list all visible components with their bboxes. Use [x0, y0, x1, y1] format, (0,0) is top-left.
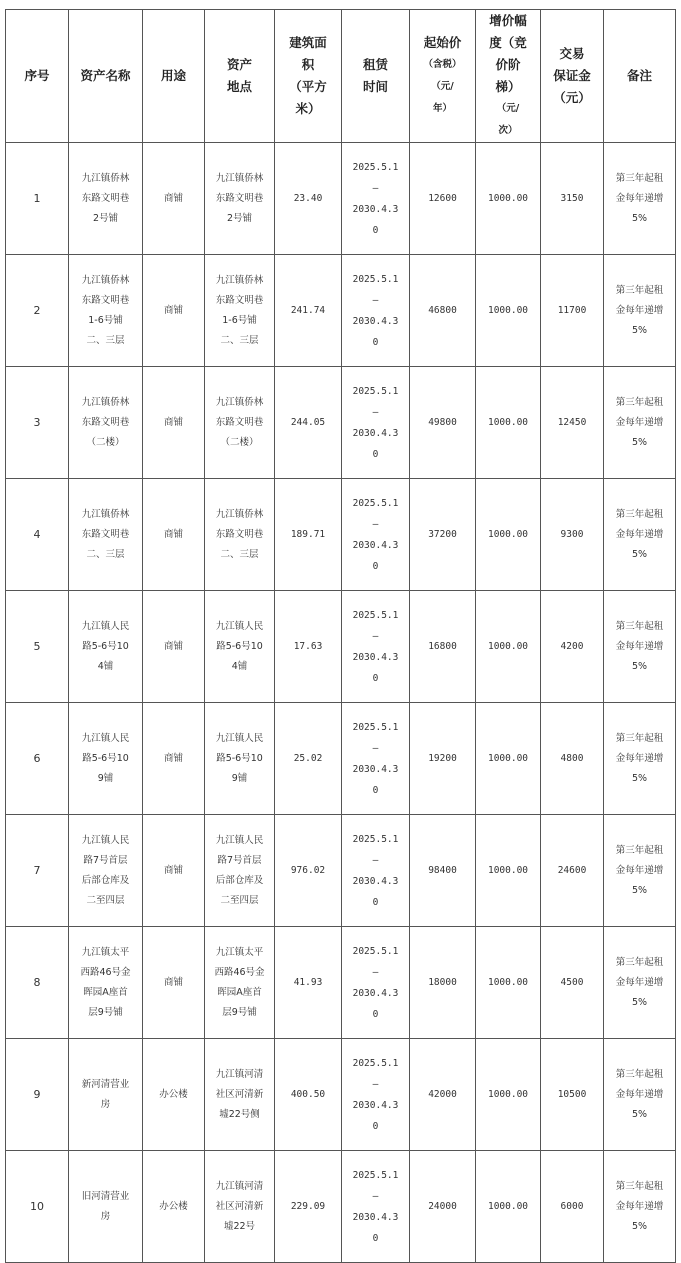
header-lease-period: 租赁 时间 [342, 10, 410, 143]
cell-location-line: 社区河清新 [215, 1200, 264, 1212]
cell-remark-line: 金每年递增 [615, 976, 664, 988]
cell-lease-period-line: 2030.4.3 [352, 1211, 399, 1223]
cell-location-line: 东路文明巷 [215, 294, 264, 306]
cell-lease-period-line: 2025.5.1 [352, 1169, 399, 1181]
cell-asset-name-line: 路5-6号10 [82, 640, 129, 652]
cell-asset-name-line: 4铺 [97, 660, 114, 672]
cell-location-line: 后部仓库及 [215, 874, 264, 886]
cell-lease-period-line: 2025.5.1 [352, 161, 399, 173]
cell-asset-name-line: 房 [100, 1210, 111, 1222]
cell-asset-name-line: 1-6号铺 [88, 314, 123, 326]
cell-remark [604, 927, 676, 1039]
cell-increment: 1000.00 [476, 1151, 541, 1263]
cell-lease-period-line: 0 [372, 1120, 379, 1132]
cell-asset-name-line: 层9号铺 [88, 1006, 123, 1018]
cell-asset-name-line: 九江镇侨林 [81, 172, 130, 184]
cell-location [205, 143, 275, 255]
cell-use: 商铺 [143, 815, 205, 927]
cell-area: 189.71 [275, 479, 342, 591]
cell-location [205, 927, 275, 1039]
cell-remark [604, 1151, 676, 1263]
cell-asset-name [69, 1039, 143, 1151]
cell-location-line: 二、三层 [220, 334, 259, 346]
cell-remark-line: 金每年递增 [615, 864, 664, 876]
cell-area: 400.50 [275, 1039, 342, 1151]
table-row [6, 143, 676, 255]
cell-location-line: 西路46号金 [214, 966, 265, 978]
cell-location-line: 九江镇侨林 [215, 172, 264, 184]
cell-use: 商铺 [143, 591, 205, 703]
cell-remark-line: 金每年递增 [615, 752, 664, 764]
cell-use: 商铺 [143, 703, 205, 815]
cell-asset-name-line: 9铺 [97, 772, 114, 784]
cell-remark [604, 591, 676, 703]
cell-lease-period [342, 591, 410, 703]
table-row [6, 479, 676, 591]
cell-lease-period-line: – [372, 854, 379, 866]
cell-remark-line: 第三年起租 [615, 284, 664, 296]
cell-lease-period-line: 2030.4.3 [352, 651, 399, 663]
cell-lease-period-line: 0 [372, 784, 379, 796]
cell-area: 241.74 [275, 255, 342, 367]
cell-remark-line: 5% [631, 212, 648, 224]
cell-asset-name-line: 路7号首层 [83, 854, 128, 866]
cell-remark-line: 金每年递增 [615, 528, 664, 540]
cell-increment: 1000.00 [476, 703, 541, 815]
cell-location-line: 墟22号侧 [219, 1108, 260, 1120]
cell-lease-period-line: – [372, 1078, 379, 1090]
cell-location [205, 1151, 275, 1263]
cell-use: 办公楼 [143, 1039, 205, 1151]
cell-lease-period-line: 2025.5.1 [352, 833, 399, 845]
cell-remark [604, 479, 676, 591]
cell-lease-period [342, 143, 410, 255]
cell-location-line: 九江镇人民 [215, 620, 264, 632]
cell-index: 10 [6, 1151, 69, 1263]
cell-index: 9 [6, 1039, 69, 1151]
cell-lease-period-line: 2025.5.1 [352, 273, 399, 285]
cell-location-line: 九江镇太平 [215, 946, 264, 958]
header-starting-price: 起始价 （含税） （元/ 年） [410, 10, 476, 143]
cell-location-line: 二、三层 [220, 548, 259, 560]
cell-lease-period-line: 2030.4.3 [352, 315, 399, 327]
cell-starting-price: 24000 [410, 1151, 476, 1263]
cell-remark [604, 255, 676, 367]
cell-deposit: 10500 [541, 1039, 604, 1151]
cell-lease-period-line: 2025.5.1 [352, 1057, 399, 1069]
cell-index: 3 [6, 367, 69, 479]
cell-lease-period-line: – [372, 182, 379, 194]
cell-area: 976.02 [275, 815, 342, 927]
cell-asset-name-line: 九江镇人民 [81, 834, 130, 846]
table-row [6, 255, 676, 367]
table-body [6, 143, 676, 1263]
cell-asset-name [69, 143, 143, 255]
cell-location-line: 墟22号 [223, 1220, 256, 1232]
cell-location-line: 九江镇侨林 [215, 508, 264, 520]
cell-remark-line: 5% [631, 436, 648, 448]
header-deposit: 交易 保证金 （元） [541, 10, 604, 143]
cell-lease-period [342, 703, 410, 815]
cell-deposit: 4200 [541, 591, 604, 703]
cell-deposit: 4800 [541, 703, 604, 815]
cell-asset-name-line: 东路文明巷 [81, 416, 130, 428]
cell-lease-period-line: 0 [372, 672, 379, 684]
cell-lease-period-line: 0 [372, 224, 379, 236]
cell-asset-name-line: 晖园A座首 [83, 986, 128, 998]
cell-location-line: 路5-6号10 [216, 752, 263, 764]
cell-remark-line: 第三年起租 [615, 396, 664, 408]
cell-asset-name-line: 旧河清营业 [81, 1190, 130, 1202]
cell-remark-line: 金每年递增 [615, 192, 664, 204]
cell-remark-line: 第三年起租 [615, 844, 664, 856]
cell-asset-name-line: 九江镇太平 [81, 946, 130, 958]
cell-lease-period-line: 0 [372, 1232, 379, 1244]
header-index: 序号 [6, 10, 69, 143]
cell-location [205, 255, 275, 367]
cell-asset-name-line: 九江镇人民 [81, 732, 130, 744]
cell-location-line: 社区河清新 [215, 1088, 264, 1100]
cell-lease-period [342, 367, 410, 479]
cell-location [205, 367, 275, 479]
cell-index: 2 [6, 255, 69, 367]
cell-remark-line: 5% [631, 660, 648, 672]
table-header-row [6, 10, 676, 143]
table-row [6, 367, 676, 479]
cell-asset-name [69, 479, 143, 591]
cell-remark-line: 5% [631, 996, 648, 1008]
cell-remark [604, 1039, 676, 1151]
cell-remark-line: 5% [631, 1220, 648, 1232]
cell-asset-name-line: 东路文明巷 [81, 528, 130, 540]
header-remark: 备注 [604, 10, 676, 143]
cell-starting-price: 19200 [410, 703, 476, 815]
cell-area: 41.93 [275, 927, 342, 1039]
cell-index: 7 [6, 815, 69, 927]
cell-remark-line: 第三年起租 [615, 1068, 664, 1080]
cell-index: 8 [6, 927, 69, 1039]
cell-lease-period-line: – [372, 1190, 379, 1202]
cell-lease-period-line: 2030.4.3 [352, 763, 399, 775]
cell-location [205, 1039, 275, 1151]
cell-remark-line: 第三年起租 [615, 956, 664, 968]
cell-asset-name [69, 815, 143, 927]
cell-location-line: 二至四层 [220, 894, 259, 906]
cell-asset-name-line: 二、三层 [86, 548, 125, 560]
cell-lease-period-line: 2025.5.1 [352, 945, 399, 957]
cell-area: 25.02 [275, 703, 342, 815]
cell-deposit: 6000 [541, 1151, 604, 1263]
cell-asset-name-line: 二至四层 [86, 894, 125, 906]
cell-location-line: 9铺 [231, 772, 248, 784]
cell-lease-period-line: 2030.4.3 [352, 539, 399, 551]
asset-lease-table [5, 9, 676, 1263]
cell-asset-name-line: 九江镇侨林 [81, 508, 130, 520]
cell-increment: 1000.00 [476, 479, 541, 591]
cell-asset-name-line: 后部仓库及 [81, 874, 130, 886]
cell-deposit: 11700 [541, 255, 604, 367]
cell-location-line: 九江镇河清 [215, 1068, 264, 1080]
cell-remark-line: 金每年递增 [615, 416, 664, 428]
cell-asset-name [69, 927, 143, 1039]
cell-remark [604, 703, 676, 815]
cell-location [205, 591, 275, 703]
cell-remark-line: 第三年起租 [615, 732, 664, 744]
cell-use: 商铺 [143, 479, 205, 591]
cell-deposit: 12450 [541, 367, 604, 479]
cell-remark-line: 金每年递增 [615, 1200, 664, 1212]
cell-starting-price: 49800 [410, 367, 476, 479]
table-row [6, 591, 676, 703]
cell-asset-name-line: 西路46号金 [80, 966, 131, 978]
cell-area: 23.40 [275, 143, 342, 255]
header-use: 用途 [143, 10, 205, 143]
cell-deposit: 4500 [541, 927, 604, 1039]
cell-lease-period-line: 2030.4.3 [352, 1099, 399, 1111]
cell-remark-line: 第三年起租 [615, 172, 664, 184]
cell-index: 1 [6, 143, 69, 255]
cell-location-line: 4铺 [231, 660, 248, 672]
cell-deposit: 24600 [541, 815, 604, 927]
cell-location-line: 东路文明巷 [215, 528, 264, 540]
table-row [6, 815, 676, 927]
cell-location [205, 703, 275, 815]
cell-lease-period-line: 2025.5.1 [352, 497, 399, 509]
cell-use: 办公楼 [143, 1151, 205, 1263]
cell-remark [604, 815, 676, 927]
cell-lease-period-line: – [372, 630, 379, 642]
cell-lease-period-line: 2025.5.1 [352, 721, 399, 733]
cell-lease-period [342, 815, 410, 927]
cell-remark-line: 5% [631, 884, 648, 896]
cell-lease-period [342, 479, 410, 591]
cell-asset-name [69, 1151, 143, 1263]
table-row [6, 703, 676, 815]
cell-area: 229.09 [275, 1151, 342, 1263]
cell-increment: 1000.00 [476, 143, 541, 255]
cell-asset-name-line: 东路文明巷 [81, 294, 130, 306]
cell-asset-name [69, 591, 143, 703]
cell-lease-period-line: 2030.4.3 [352, 203, 399, 215]
cell-remark-line: 金每年递增 [615, 640, 664, 652]
cell-increment: 1000.00 [476, 1039, 541, 1151]
cell-remark-line: 金每年递增 [615, 1088, 664, 1100]
cell-lease-period [342, 255, 410, 367]
cell-remark-line: 第三年起租 [615, 620, 664, 632]
table-row [6, 927, 676, 1039]
cell-deposit: 3150 [541, 143, 604, 255]
cell-asset-name [69, 703, 143, 815]
cell-location-line: 1-6号铺 [222, 314, 257, 326]
cell-location-line: 九江镇人民 [215, 834, 264, 846]
cell-remark [604, 367, 676, 479]
cell-asset-name-line: 2号铺 [92, 212, 119, 224]
cell-asset-name [69, 367, 143, 479]
cell-use: 商铺 [143, 143, 205, 255]
cell-remark-line: 第三年起租 [615, 508, 664, 520]
cell-deposit: 9300 [541, 479, 604, 591]
cell-starting-price: 16800 [410, 591, 476, 703]
cell-asset-name-line: 东路文明巷 [81, 192, 130, 204]
cell-asset-name-line: 九江镇人民 [81, 620, 130, 632]
cell-lease-period-line: 2030.4.3 [352, 875, 399, 887]
cell-remark-line: 5% [631, 1108, 648, 1120]
cell-asset-name-line: 路5-6号10 [82, 752, 129, 764]
cell-lease-period-line: – [372, 966, 379, 978]
cell-index: 4 [6, 479, 69, 591]
cell-use: 商铺 [143, 255, 205, 367]
cell-lease-period [342, 1039, 410, 1151]
cell-increment: 1000.00 [476, 367, 541, 479]
cell-use: 商铺 [143, 927, 205, 1039]
cell-lease-period [342, 927, 410, 1039]
cell-location-line: 东路文明巷 [215, 192, 264, 204]
cell-lease-period-line: – [372, 294, 379, 306]
cell-location-line: 层9号铺 [222, 1006, 257, 1018]
header-increment: 增价幅 度（竞 价阶 梯） （元/ 次） [476, 10, 541, 143]
cell-remark-line: 5% [631, 548, 648, 560]
cell-remark-line: 5% [631, 324, 648, 336]
cell-lease-period-line: 0 [372, 1008, 379, 1020]
table-row [6, 1151, 676, 1263]
cell-lease-period-line: 2030.4.3 [352, 987, 399, 999]
cell-lease-period-line: – [372, 406, 379, 418]
cell-lease-period-line: – [372, 742, 379, 754]
cell-asset-name-line: 九江镇侨林 [81, 274, 130, 286]
cell-location [205, 815, 275, 927]
cell-asset-name-line: 房 [100, 1098, 111, 1110]
cell-location-line: 路5-6号10 [216, 640, 263, 652]
cell-lease-period-line: – [372, 518, 379, 530]
cell-asset-name-line: 二、三层 [86, 334, 125, 346]
cell-use: 商铺 [143, 367, 205, 479]
cell-remark [604, 143, 676, 255]
cell-remark-line: 第三年起租 [615, 1180, 664, 1192]
cell-area: 244.05 [275, 367, 342, 479]
cell-increment: 1000.00 [476, 255, 541, 367]
cell-lease-period [342, 1151, 410, 1263]
cell-lease-period-line: 0 [372, 448, 379, 460]
cell-lease-period-line: 0 [372, 896, 379, 908]
cell-location-line: 2号铺 [226, 212, 253, 224]
cell-lease-period-line: 0 [372, 336, 379, 348]
cell-lease-period-line: 2030.4.3 [352, 427, 399, 439]
header-asset-name: 资产名称 [69, 10, 143, 143]
cell-starting-price: 37200 [410, 479, 476, 591]
cell-index: 6 [6, 703, 69, 815]
cell-location-line: 东路文明巷 [215, 416, 264, 428]
cell-location-line: 九江镇河清 [215, 1180, 264, 1192]
cell-area: 17.63 [275, 591, 342, 703]
cell-index: 5 [6, 591, 69, 703]
cell-location-line: 九江镇人民 [215, 732, 264, 744]
cell-asset-name-line: 九江镇侨林 [81, 396, 130, 408]
cell-starting-price: 12600 [410, 143, 476, 255]
cell-asset-name [69, 255, 143, 367]
cell-location-line: 九江镇侨林 [215, 274, 264, 286]
cell-location-line: （二楼） [220, 436, 259, 448]
cell-starting-price: 98400 [410, 815, 476, 927]
cell-remark-line: 5% [631, 772, 648, 784]
cell-lease-period-line: 0 [372, 560, 379, 572]
header-location: 资产 地点 [205, 10, 275, 143]
cell-increment: 1000.00 [476, 591, 541, 703]
cell-location [205, 479, 275, 591]
cell-lease-period-line: 2025.5.1 [352, 385, 399, 397]
cell-remark-line: 金每年递增 [615, 304, 664, 316]
cell-asset-name-line: 新河清营业 [81, 1078, 130, 1090]
cell-asset-name-line: （二楼） [86, 436, 125, 448]
cell-location-line: 九江镇侨林 [215, 396, 264, 408]
cell-starting-price: 46800 [410, 255, 476, 367]
cell-location-line: 晖园A座首 [217, 986, 262, 998]
cell-increment: 1000.00 [476, 927, 541, 1039]
cell-lease-period-line: 2025.5.1 [352, 609, 399, 621]
cell-starting-price: 42000 [410, 1039, 476, 1151]
cell-starting-price: 18000 [410, 927, 476, 1039]
cell-location-line: 路7号首层 [217, 854, 262, 866]
table-row [6, 1039, 676, 1151]
header-area: 建筑面 积 （平方 米） [275, 10, 342, 143]
cell-increment: 1000.00 [476, 815, 541, 927]
